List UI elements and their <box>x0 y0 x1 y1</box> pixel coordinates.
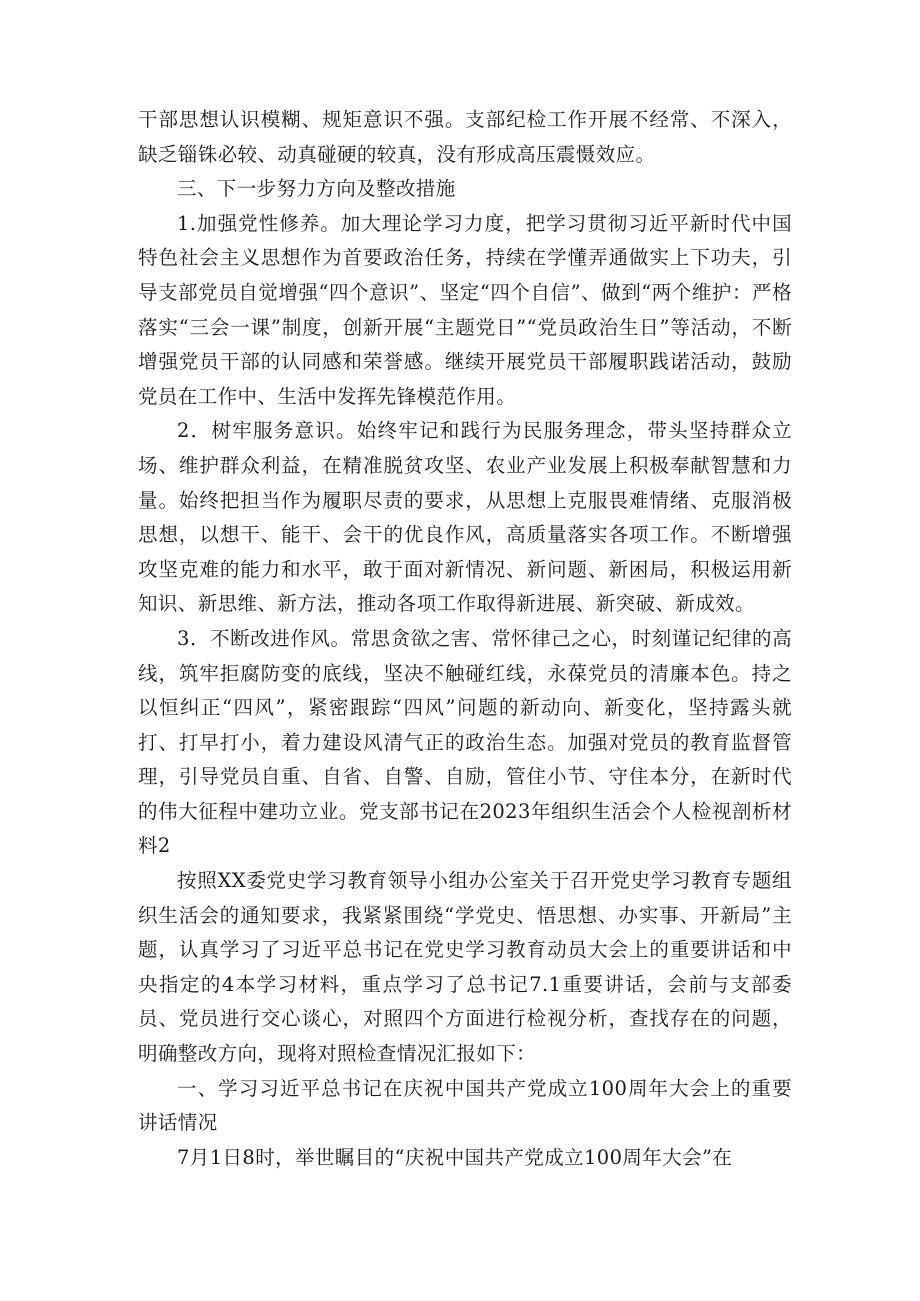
paragraph-measure-3: 3．不断改进作风。常思贪欲之害、常怀律己之心，时刻谨记纪律的高线，筑牢拒腐防变的底线，坚决不触碰红线，永葆党员的清廉本色。持之以恒纠正“四风”，紧密跟踪“四风”问题的新动向、新变化，坚持露头就打、打早打小，着力建设风清气正的政治生态。加强对党员的教育监督管理，引导党员自重、自省、自警、自励，管住小节、守住本分，在新时代的伟大征程中建功立业。党支部书记在2023年组织生活会个人检视剖析材料2 <box>138 626 792 858</box>
paragraph-measure-2: 2．树牢服务意识。始终牢记和践行为民服务理念，带头坚持群众立场、维护群众利益，在精准脱贫攻坚、农业产业发展上积极奉献智慧和力量。始终把担当作为履职尽责的要求，从思想上克服畏难情绪、克服消极思想，以想干、能干、会干的优良作风，高质量落实各项工作。不断增强攻坚克难的能力和水平，敢于面对新情况、新问题、新困局，积极运用新知识、新思维、新方法，推动各项工作取得新进展、新突破、新成效。 <box>138 419 792 616</box>
paragraph-1: 干部思想认识模糊、规矩意识不强。支部纪检工作开展不经常、不深入，缺乏锱铢必较、动真碰硬的较真，没有形成高压震慑效应。 <box>138 108 792 166</box>
paragraph-intro: 按照XX委党史学习教育领导小组办公室关于召开党史学习教育专题组织生活会的通知要求，我紧紧围绕“学党史、悟思想、办实事、开新局”主题，认真学习了习近平总书记在党史学习教育动员大会上的重要讲话和中央指定的4本学习材料，重点学习了总书记7.1重要讲话，会前与支部委员、党员进行交心谈心，对照四个方面进行检视分析，查找存在的问题，明确整改方向，现将对照检查情况汇报如下： <box>138 869 792 1066</box>
paragraph-last: 7月1日8时，举世瞩目的“庆祝中国共产党成立100周年大会”在 <box>177 1145 733 1169</box>
section-heading-1: 一、学习习近平总书记在庆祝中国共产党成立100周年大会上的重要讲话情况 <box>138 1076 792 1135</box>
section-heading-3: 三、下一步努力方向及整改措施 <box>177 177 456 201</box>
document-body <box>138 103 792 1175</box>
paragraph-measure-1: 1.加强党性修养。加大理论学习力度，把学习贯彻习近平新时代中国特色社会主义思想作为首要政治任务，持续在学懂弄通做实上下功夫，引导支部党员自觉增强“四个意识”、坚定“四个自信”、做到“两个维护：严格落实“三会一课”制度，创新开展“主题党日”“党员政治生日”等活动，不断增强党员干部的认同感和荣誉感。继续开展党员干部履职践诺活动，鼓励党员在工作中、生活中发挥先锋模范作用。 <box>138 211 792 408</box>
